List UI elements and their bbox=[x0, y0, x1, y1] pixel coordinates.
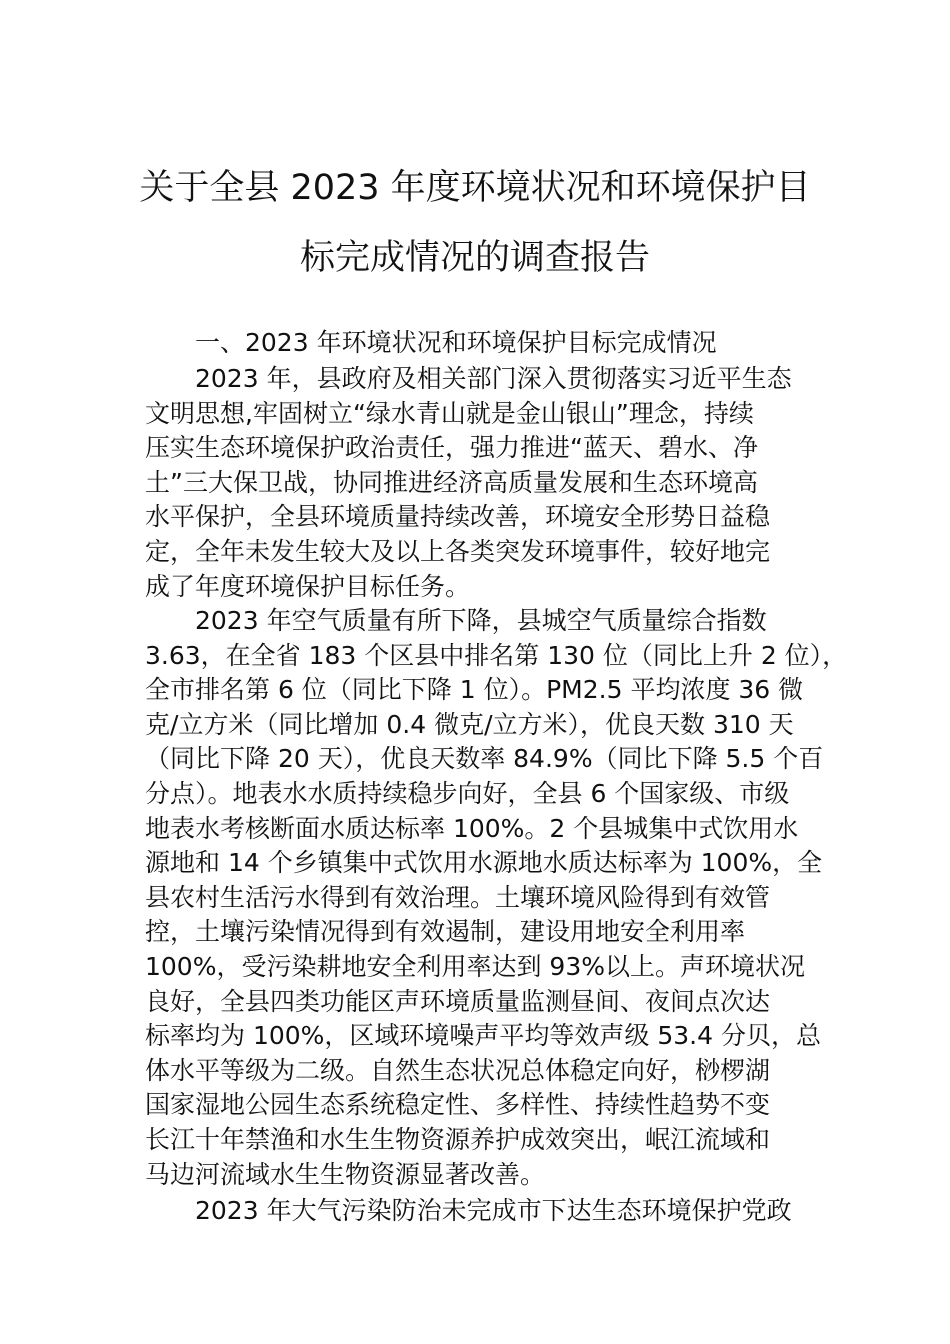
paragraph-line: 压实生态环境保护政治责任，强力推进“蓝天、碧水、净 bbox=[145, 433, 758, 463]
paragraph-2 bbox=[145, 604, 848, 1192]
paragraph-line: （同比下降 20 天），优良天数率 84.9%（同比下降 5.5 个百 bbox=[145, 744, 824, 774]
paragraph-line: 源地和 14 个乡镇集中式饮用水源地水质达标率为 100%，全 bbox=[145, 848, 823, 878]
paragraph-line: 定，全年未发生较大及以上各类突发环境事件，较好地完 bbox=[145, 536, 771, 566]
paragraph-line: 良好，全县四类功能区声环境质量监测昼间、夜间点次达 bbox=[145, 986, 771, 1016]
paragraph-line: 长江十年禁渔和水生生物资源养护成效突出，岷江流域和 bbox=[145, 1124, 771, 1154]
paragraph-line: 土”三大保卫战，协同推进经济高质量发展和生态环境高 bbox=[145, 467, 758, 497]
paragraph-line: 控，土壤污染情况得到有效遏制，建设用地安全利用率 bbox=[145, 917, 746, 947]
document-title-line-2: 标完成情况的调查报告 bbox=[299, 238, 650, 278]
paragraph-line: 3.63，在全省 183 个区县中排名第 130 位（同比上升 2 位）， bbox=[145, 640, 848, 670]
paragraph-line: 文明思想,牢固树立“绿水青山就是金山银山”理念，持续 bbox=[145, 398, 754, 428]
paragraph-line: 马边河流域水生生物资源显著改善。 bbox=[145, 1159, 546, 1189]
paragraph-line: 100%，受污染耕地安全利用率达到 93%以上。声环境状况 bbox=[145, 951, 805, 981]
paragraph-line: 全市排名第 6 位（同比下降 1 位）。PM2.5 平均浓度 36 微 bbox=[145, 675, 804, 705]
paragraph-line: 标率均为 100%，区域环境噪声平均等效声级 53.4 分贝，总 bbox=[145, 1021, 821, 1051]
paragraph-line: 体水平等级为二级。自然生态状况总体稳定向好，桫椤湖 bbox=[145, 1055, 771, 1085]
paragraph-line: 2023 年，县政府及相关部门深入贯彻落实习近平生态 bbox=[195, 364, 792, 393]
section-heading: 一、2023 年环境状况和环境保护目标完成情况 bbox=[195, 328, 717, 357]
paragraph-line: 国家湿地公园生态系统稳定性、多样性、持续性趋势不变 bbox=[145, 1090, 771, 1120]
paragraph-line: 成了年度环境保护目标任务。 bbox=[145, 571, 471, 601]
paragraph-line: 2023 年大气污染防治未完成市下达生态环境保护党政 bbox=[195, 1196, 792, 1225]
paragraph-3 bbox=[145, 1194, 807, 1229]
paragraph-line: 分点）。地表水水质持续稳步向好，全县 6 个国家级、市级 bbox=[145, 778, 790, 808]
paragraph-line: 克/立方米（同比增加 0.4 微克/立方米），优良天数 310 天 bbox=[145, 709, 794, 739]
paragraph-line: 县农村生活污水得到有效治理。土壤环境风险得到有效管 bbox=[145, 882, 771, 912]
paragraph-1 bbox=[145, 362, 807, 604]
paragraph-line: 2023 年空气质量有所下降，县城空气质量综合指数 bbox=[195, 606, 767, 635]
paragraph-line: 水平保护，全县环境质量持续改善，环境安全形势日益稳 bbox=[145, 502, 771, 532]
document-title-line-1: 关于全县 2023 年度环境状况和环境保护目 bbox=[139, 168, 811, 208]
paragraph-line: 地表水考核断面水质达标率 100%。2 个县城集中式饮用水 bbox=[145, 813, 799, 843]
